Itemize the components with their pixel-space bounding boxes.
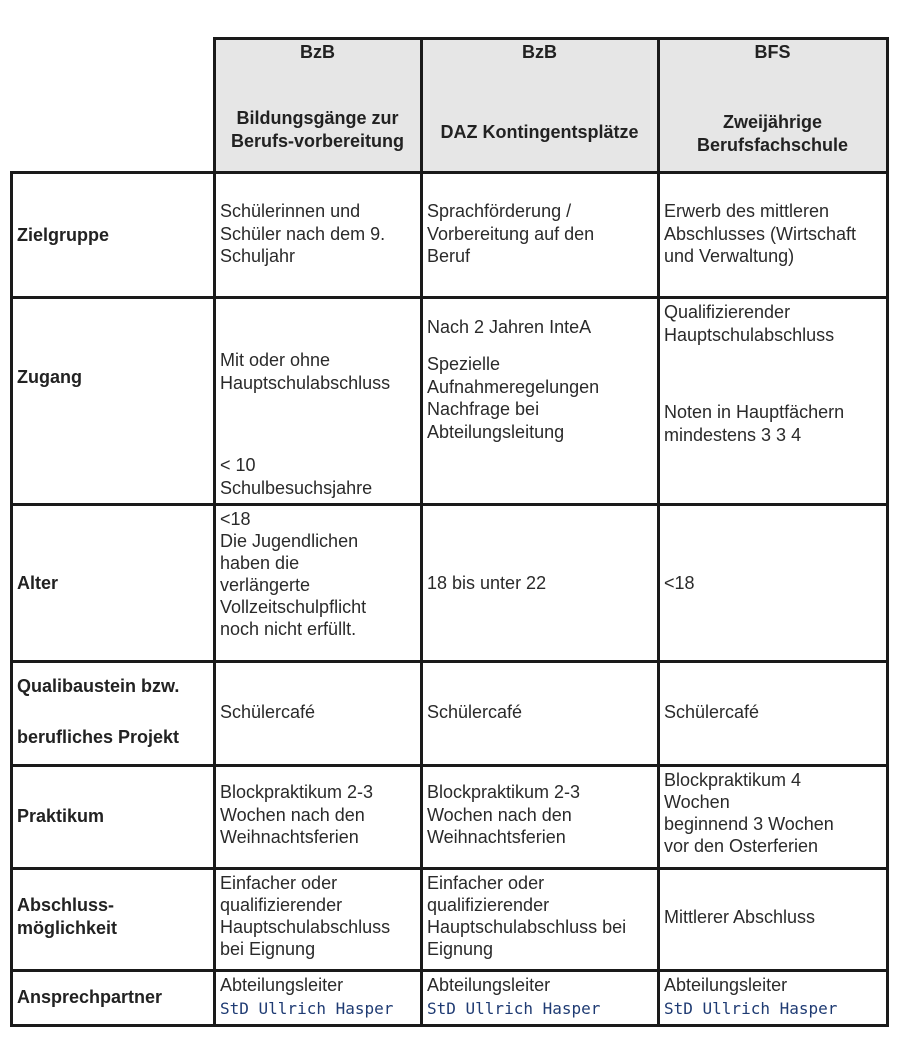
cell-text: < 10 Schulbesuchsjahre [220, 455, 373, 498]
cell-text: Schülercafé [664, 702, 760, 722]
row-divider [11, 764, 889, 767]
row-divider [11, 171, 889, 174]
contact-name: StD Ullrich Hasper [664, 999, 838, 1018]
cell-text: Schülercafé [427, 702, 523, 722]
cell-text: Erwerb des mittleren Abschlusses (Wirtschaft und Verwaltung) [664, 201, 857, 266]
row-zugang [11, 297, 887, 504]
row-label: Praktikum [17, 806, 105, 826]
cell-text: Schülerinnen und Schüler nach dem 9. Schuljahr [220, 201, 386, 266]
row-label: Zielgruppe [17, 225, 110, 245]
header-title: DAZ Kontingentsplätze [440, 122, 639, 142]
cell-text: Einfacher oder qualifizierender Hauptschulabschluss bei Eignung [220, 873, 391, 959]
cell-text: Blockpraktikum 2-3 Wochen nach den Weihnachtsferien [220, 782, 374, 847]
header-abbr: BFS [754, 42, 791, 62]
cell-text: Sprachförderung / Vorbereitung auf den Beruf [427, 201, 595, 266]
cell-text: Einfacher oder qualifizierender Hauptschulabschluss bei Eignung [427, 873, 627, 959]
header-title: Zweijährige Berufsfachschule [696, 112, 849, 155]
row-qualibaustein [11, 661, 887, 765]
contact-role: Abteilungsleiter [220, 975, 344, 995]
cell-text: <18 Die Jugendlichen haben die verlängerte Vollzeitschulpflicht noch nicht erfüllt. [220, 509, 367, 639]
row-label: Zugang [17, 367, 82, 387]
cell-text: Nach 2 Jahren InteA [427, 317, 592, 337]
header-cell-3 [658, 38, 887, 172]
row-alter [11, 504, 887, 661]
header-cell-1 [214, 38, 421, 172]
table-border-bottom [11, 1024, 889, 1027]
cell-text: Blockpraktikum 4 Wochen beginnend 3 Wochen vor den Osterferien [664, 770, 834, 856]
cell-text: 18 bis unter 22 [427, 573, 547, 593]
column-divider [420, 37, 423, 1027]
row-label: Ansprechpartner [17, 987, 163, 1007]
cell-text: Noten in Hauptfächern mindestens 3 3 4 [664, 402, 845, 445]
row-divider [11, 503, 889, 506]
cell-text: Schülercafé [220, 702, 316, 722]
row-divider [11, 296, 889, 299]
cell-text: Mit oder ohne Hauptschulabschluss [220, 350, 391, 393]
table-border-left [10, 171, 13, 1027]
header-cell-2 [421, 38, 658, 172]
row-zielgruppe [11, 172, 887, 297]
contact-role: Abteilungsleiter [427, 975, 551, 995]
cell-text: Spezielle Aufnahmeregelungen Nachfrage bei Abteilungsleitung [427, 354, 600, 442]
contact-role: Abteilungsleiter [664, 975, 788, 995]
cell-text: <18 [664, 573, 695, 593]
row-label: berufliches Projekt [17, 727, 180, 747]
column-divider [213, 37, 216, 1027]
cell-text: Qualifizierender Hauptschulabschluss [664, 302, 835, 345]
header-title: Bildungsgänge zur Berufs-vorbereitung [230, 108, 405, 151]
row-divider [11, 660, 889, 663]
row-ansprechpartner [11, 970, 887, 1025]
contact-name: StD Ullrich Hasper [427, 999, 601, 1018]
cell-text: Blockpraktikum 2-3 Wochen nach den Weihnachtsferien [427, 782, 581, 847]
row-label: Qualibaustein bzw. [17, 676, 180, 696]
cell-text: Mittlerer Abschluss [664, 907, 816, 927]
row-praktikum [11, 765, 887, 868]
header-abbr: BzB [300, 42, 335, 62]
row-label: Abschluss- möglichkeit [17, 895, 118, 938]
header-abbr: BzB [522, 42, 557, 62]
column-divider [657, 37, 660, 1027]
row-divider [11, 969, 889, 972]
table-border-right [886, 37, 889, 1027]
row-divider [11, 867, 889, 870]
row-abschluss [11, 868, 887, 970]
row-label: Alter [17, 573, 59, 593]
contact-name: StD Ullrich Hasper [220, 999, 394, 1018]
table-border-top [213, 37, 889, 40]
